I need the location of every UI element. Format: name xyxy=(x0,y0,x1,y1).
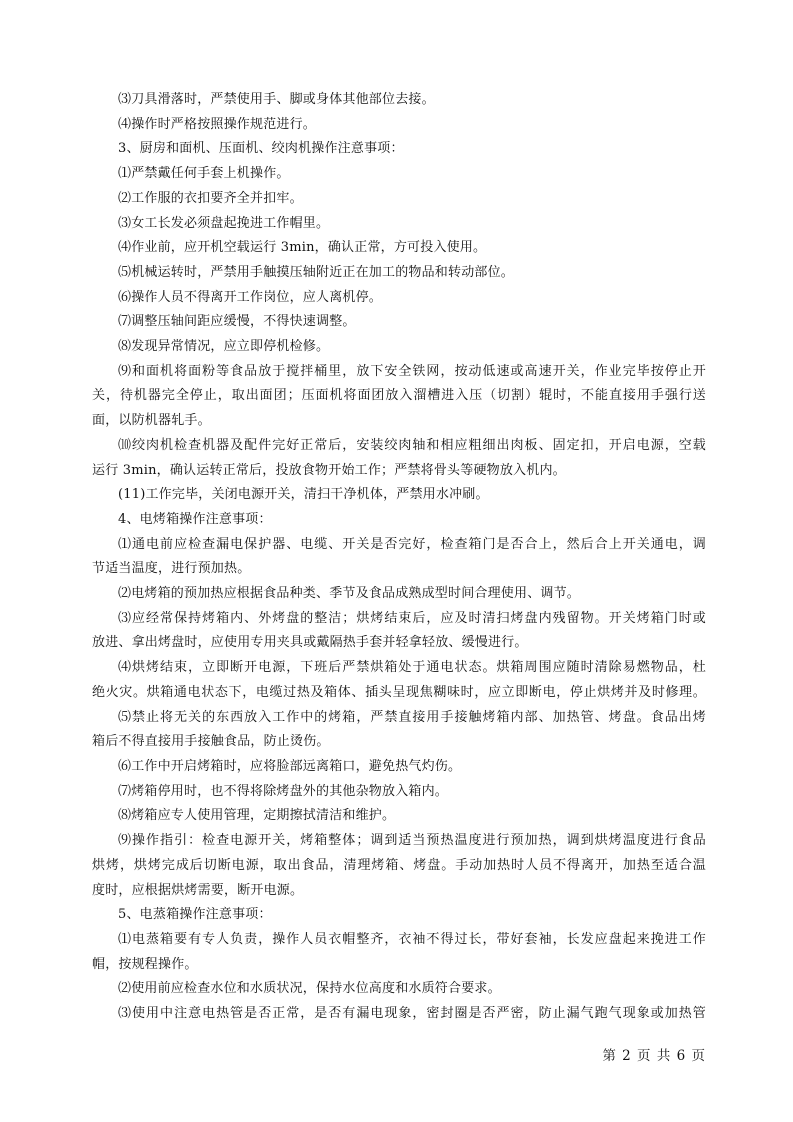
text-line: 节适当温度，进行预加热。 xyxy=(92,561,251,577)
text-line: 度时，应根据烘烤需要，断开电源。 xyxy=(92,882,304,898)
text-line: 帽，按规程操作。 xyxy=(92,956,198,972)
page-number-footer: 第 2 页 共 6 页 xyxy=(602,1048,706,1064)
section-heading: 4、电烤箱操作注意事项： xyxy=(118,511,272,527)
text-line: ⑸机械运转时，严禁用手触摸压轴附近正在加工的物品和转动部位。 xyxy=(118,264,515,280)
text-line: ⑵使用前应检查水位和水质状况，保持水位高度和水质符合要求。 xyxy=(118,981,501,997)
text-line: ⑴严禁戴任何手套上机操作。 xyxy=(118,166,290,182)
section-heading: 5、电蒸箱操作注意事项： xyxy=(118,907,272,923)
text-line: ⑶应经常保持烤箱内、外烤盘的整洁；烘烤结束后，应及时清扫烤盘内残留物。开关烤箱门时或 xyxy=(118,610,706,626)
text-line: ⑷操作时严格按照操作规范进行。 xyxy=(118,116,317,132)
text-line: ⑷烘烤结束，立即断开电源，下班后严禁烘箱处于通电状态。烘箱周围应随时清除易燃物品，杜 xyxy=(118,660,706,676)
text-line: ⑻烤箱应专人使用管理，定期擦拭清洁和维护。 xyxy=(118,808,396,824)
text-line: ⑽绞肉机检查机器及配件完好正常后，安装绞肉轴和相应粗细出肉板、固定扣，开启电源，空载 xyxy=(118,437,706,453)
text-line: ⑻发现异常情况，应立即停机检修。 xyxy=(118,339,330,355)
text-line: ⑺烤箱停用时，也不得将除烤盘外的其他杂物放入箱内。 xyxy=(118,783,449,799)
text-line: ⑶使用中注意电热管是否正常，是否有漏电现象，密封圈是否严密，防止漏气跑气现象或加热管 xyxy=(118,1006,706,1022)
text-line: 关，待机器完全停止，取出面团；压面机将面团放入溜槽进入压（切割）辊时，不能直接用手强行送 xyxy=(92,388,706,404)
text-line: 箱后不得直接用手接触食品，防止烫伤。 xyxy=(92,734,330,750)
text-line: ⑼和面机将面粉等食品放于搅拌桶里，放下安全铁网，按动低速或高速开关，作业完毕按停止开 xyxy=(118,363,706,379)
section-heading: 3、厨房和面机、压面机、绞肉机操作注意事项： xyxy=(118,141,404,157)
text-line: ⑶女工长发必须盘起挽进工作帽里。 xyxy=(118,215,330,231)
text-line: 放进、拿出烤盘时，应使用专用夹具或戴隔热手套并轻拿轻放、缓慢进行。 xyxy=(92,635,528,651)
text-line: ⑴通电前应检查漏电保护器、电缆、开关是否完好，检查箱门是否合上，然后合上开关通电，调 xyxy=(118,536,706,552)
text-line: ⑺调整压轴间距应缓慢，不得快速调整。 xyxy=(118,314,356,330)
text-line: ⑴电蒸箱要有专人负责，操作人员衣帽整齐，衣袖不得过长，带好套袖，长发应盘起来挽进工作 xyxy=(118,931,706,947)
text-line: ⑵电烤箱的预加热应根据食品种类、季节及食品成熟成型时间合理使用、调节。 xyxy=(118,586,581,602)
text-line: ⑼操作指引：检查电源开关，烤箱整体；调到适当预热温度进行预加热，调到烘烤温度进行食品 xyxy=(118,833,706,849)
text-line: ⑷作业前，应开机空载运行 3min，确认正常，方可投入使用。 xyxy=(118,240,487,256)
text-line: 烘烤，烘烤完成后切断电源，取出食品，清理烤箱、烤盘。手动加热时人员不得离开，加热至适合温 xyxy=(92,857,706,873)
text-line: ⑹工作中开启烤箱时，应将脸部远离箱口，避免热气灼伤。 xyxy=(118,758,462,774)
text-line: ⑹操作人员不得离开工作岗位，应人离机停。 xyxy=(118,289,383,305)
text-line: 面，以防机器轧手。 xyxy=(92,413,211,429)
text-line: 运行 3min，确认运转正常后，投放食物开始工作；严禁将骨头等硬物放入机内。 xyxy=(92,462,566,478)
text-line: ⑵工作服的衣扣要齐全并扣牢。 xyxy=(118,190,303,206)
text-line: ⑸禁止将无关的东西放入工作中的烤箱，严禁直接用手接触烤箱内部、加热管、烤盘。食品出烤 xyxy=(118,709,706,725)
document-body xyxy=(92,88,706,1027)
text-line: (11)工作完毕，关闭电源开关，清扫干净机体，严禁用水冲刷。 xyxy=(118,487,489,503)
text-line: ⑶刀具滑落时，严禁使用手、脚或身体其他部位去接。 xyxy=(118,92,435,107)
text-line: 绝火灾。烘箱通电状态下，电缆过热及箱体、插头呈现焦糊味时，应立即断电，停止烘烤并及时修理。 xyxy=(92,684,706,700)
